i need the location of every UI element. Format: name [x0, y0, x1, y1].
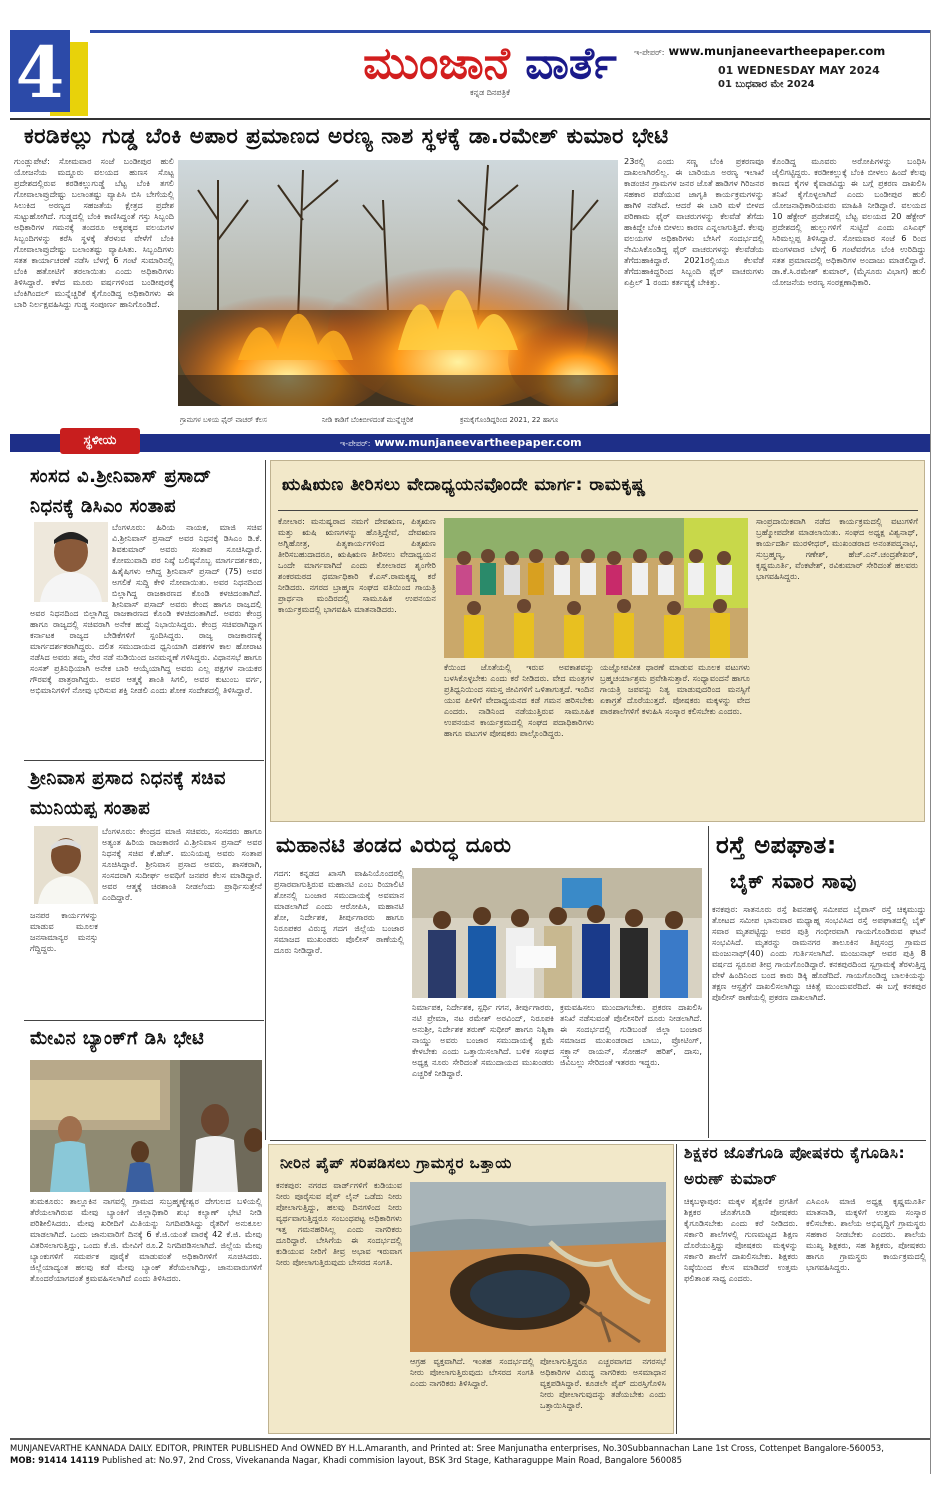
vedic-column-2b: ಯಜ್ಞೋಪವೀತ ಧಾರಣೆ ಮಾಡುವ ಮೂಲಕ ವಟುಗಳು ಬ್ರಹ್ಮಚರ್ಯಾಶ್ರಮ ಪ್ರವೇಶಿಸುತ್ತಾರೆ. ಸಂಧ್ಯಾವಂದನೆ ಹಾಗೂ ಗಾಯತ್ರಿ ಜಪವನ್ನು ನಿತ್ಯ ಮಾಡುವುದರಿಂದ ಮನಸ್ಸಿಗೆ ಏಕಾಗ್ರತೆ ದೊರೆಯುತ್ತದೆ. ಪೋಷಕರು ಮಕ್ಕಳನ್ನು ವೇದ ಪಾಠಶಾಲೆಗಳಿಗೆ ಕಳುಹಿಸಿ ಸಂಸ್ಕಾರ ಕಲಿಸಬೇಕು ಎಂದರು.	[600, 662, 750, 716]
accident-headline-1: ರಸ್ತೆ ಅಪಘಾತ:	[716, 831, 837, 859]
photo-caption-1: ಗ್ರಾಮಗಳ ಬಳಿಯ ಫೈರ್ ವಾಚರ್ ಕೆಲಸ	[180, 416, 267, 424]
divider	[24, 760, 264, 761]
accident-headline-2: ಬೈಕ್ ಸವಾರ ಸಾವು	[730, 869, 857, 893]
condole2-headline: ಶ್ರೀನಿವಾಸ ಪ್ರಸಾದ ನಿಧನಕ್ಕೆ ಸಚಿವ ಮುನಿಯಪ್ಪ ಸಂತಾಪ	[30, 768, 226, 819]
mahanati-headline: ಮಹಾನಟಿ ತಂಡದ ವಿರುದ್ಧ ದೂರು	[276, 833, 512, 857]
teachers-column-2: ಎಸಿಎಂಸಿ ಮಾಜಿ ಅಧ್ಯಕ್ಷ ಕೃಷ್ಣಮೂರ್ತಿ ಮಾತನಾಡಿ, ಮಕ್ಕಳಿಗೆ ಉತ್ತಮ ಸಂಸ್ಕಾರ ಕಲಿಸಬೇಕು. ಶಾಲೆಯ ಅಭಿವೃದ್ಧಿಗೆ ಗ್ರಾಮಸ್ಥರು ಸಹಕಾರ ನೀಡಬೇಕು ಎಂದರು. ಶಾಲೆಯ ಮುಖ್ಯ ಶಿಕ್ಷಕರು, ಸಹ ಶಿಕ್ಷಕರು, ಪೋಷಕರು ಹಾಗೂ ಗ್ರಾಮಸ್ಥರು ಕಾರ್ಯಕ್ರಮದಲ್ಲಿ ಭಾಗವಹಿಸಿದ್ದರು.	[806, 1196, 926, 1272]
water-caption-text: ಆಗ್ರಹ ವ್ಯಕ್ತವಾಗಿದೆ.	[410, 1356, 466, 1366]
epaper-link[interactable]: www.munjaneevartheepaper.com	[668, 44, 886, 58]
water-column-1: ಕನಕಪುರ: ನಗರದ ವಾರ್ಡ್‌ಗಳಿಗೆ ಕುಡಿಯುವ ನೀರು ಪೂರೈಸುವ ಪೈಪ್ ಲೈನ್ ಒಡೆದು ನೀರು ಪೋಲಾಗುತ್ತಿದ್ದು, ಹಲವು ದಿನಗಳಿಂದ ನೀರು ವ್ಯರ್ಥವಾಗುತ್ತಿದ್ದರೂ ಸಂಬಂಧಪಟ್ಟ ಅಧಿಕಾರಿಗಳು ಇತ್ತ ಗಮನಹರಿಸಿಲ್ಲ ಎಂದು ನಾಗರಿಕರು ದೂರಿದ್ದಾರೆ. ಬೇಸಿಗೆಯ ಈ ಸಂದರ್ಭದಲ್ಲಿ ಕುಡಿಯುವ ನೀರಿಗೆ ತೀವ್ರ ಅಭಾವ ಇರುವಾಗ ನೀರು ಪೋಲಾಗುತ್ತಿರುವುದು ಬೇಸರದ ಸಂಗತಿ.	[276, 1180, 402, 1267]
condole1-headline: ಸಂಸದ ವಿ.ಶ್ರೀನಿವಾಸ್ ಪ್ರಸಾದ್ ನಿಧನಕ್ಕೆ ಡಿಸಿಎಂ ಸಂತಾಪ	[30, 466, 212, 517]
fodder-headline: ಮೇವಿನ ಬ್ಯಾಂಕ್‌ಗೆ ಡಿಸಿ ಭೇಟಿ	[30, 1028, 205, 1049]
column-divider	[265, 460, 266, 1140]
water-column-2: ಪೋಲಾಗುತ್ತಿದ್ದರೂ ಎಚ್ಚರವಾಗದ ನಗರಸಭೆ ಅಧಿಕಾರಿಗಳ ವಿರುದ್ಧ ನಾಗರಿಕರು ಅಸಮಾಧಾನ ವ್ಯಕ್ತಪಡಿಸಿದ್ದಾರೆ. ಕೂಡಲೇ ಪೈಪ್ ದುರಸ್ತಿಗೊಳಿಸಿ ನೀರು ಪೋಲಾಗುವುದನ್ನು ತಡೆಯಬೇಕು ಎಂದು ಒತ್ತಾಯಿಸಿದ್ದಾರೆ.	[540, 1356, 666, 1410]
vedic-column-3: ಸಾಂಪ್ರದಾಯಿಕವಾಗಿ ನಡೆದ ಕಾರ್ಯಕ್ರಮದಲ್ಲಿ ವಟುಗಳಿಗೆ ಬ್ರಹ್ಮೋಪದೇಶ ಮಾಡಲಾಯಿತು. ಸಂಘದ ಅಧ್ಯಕ್ಷ ವಿಶ್ವನಾಥ್, ಕಾರ್ಯದರ್ಶಿ ಮುರಳೀಧರ್, ಮುಖಂಡರಾದ ಅನಂತಪದ್ಮನಾಭ, ಸುಬ್ರಹ್ಮಣ್ಯ, ಗಣೇಶ್, ಹೆಚ್.ಎನ್.ಚಂದ್ರಶೇಖರ್, ಕೃಷ್ಣಮೂರ್ತಿ, ವೆಂಕಟೇಶ್, ರವಿಕುಮಾರ್ ಸೇರಿದಂತೆ ಹಲವರು ಭಾಗವಹಿಸಿದ್ದರು.	[756, 516, 918, 581]
imprint-line-2	[10, 1454, 930, 1466]
water-headline: ನೀರಿನ ಪೈಪ್ ಸರಿಪಡಿಸಲು ಗ್ರಾಮಸ್ಥರ ಒತ್ತಾಯ	[280, 1154, 512, 1172]
date-kannada: 01 ಬುಧವಾರ ಮೇ 2024	[718, 79, 815, 90]
dc-visit-photo	[30, 1060, 262, 1192]
mahanati-column-3: ಕ್ರಮವಹಿಸಲು ಮುಂದಾಗಬೇಕು. ಪ್ರಕರಣ ದಾಖಲಿಸಿ ತನಿಖೆ ನಡೆಸುವಂತೆ ಪೊಲೀಸರಿಗೆ ದೂರು ನೀಡಲಾಗಿದೆ. ಈ ಸಂದರ್ಭದಲ್ಲಿ ಗುಡಿಬಂಡೆ ಜಿಲ್ಲಾ ಬಂಜಾರ ಸಮಾಜದ ಮುಖಂಡರಾದ ಬಾಬು, ಪ್ರೋಟಿಂಗ್, ಸಕ್ರ್ಯಾನ್ ರಾಯನ್, ಸೋಹನ್ ಹರಿಶ್, ದಾಸು, ಜಿವಿಬಲ್ಲು ಸೇರಿದಂತೆ ಇತರರು ಇದ್ದರು.	[560, 1002, 702, 1067]
section-ribbon	[10, 434, 930, 452]
section-label-local: ಸ್ಥಳೀಯ	[60, 428, 140, 454]
fodder-text: ತುಮಕೂರು: ತಾಲ್ಲೂಕಿನ ನಾಗವಲ್ಲಿ ಗ್ರಾಮದ ಸುಬ್ರಹ್ಮಣ್ಯೇಶ್ವರ ದೇಗುಲದ ಬಳಿಯಲ್ಲಿ ತೆರೆಯಲಾಗಿರುವ ಮೇವು ಬ್ಯಾಂಕಿಗೆ ಜಿಲ್ಲಾಧಿಕಾರಿ ಶುಭ ಕಲ್ಯಾಣ್ ಭೇಟಿ ನೀಡಿ ಪರಿಶೀಲಿಸಿದರು. ಮೇವು ಖರೀದಿಗೆ ಮಿತಿಯನ್ನು ನಿಗದಿಪಡಿಸಿದ್ದು ರೈತರಿಗೆ ಅನುಕೂಲ ಮಾಡಲಾಗಿದೆ. ಒಂದು ಜಾನುವಾರಿಗೆ ದಿನಕ್ಕೆ 6 ಕೆ.ಜಿ.ಯಂತೆ ವಾರಕ್ಕೆ 42 ಕೆ.ಜಿ. ಮೇವು ವಿತರಿಸಲಾಗುತ್ತಿದ್ದು, ಒಂದು ಕೆ.ಜಿ. ಮೇವಿಗೆ ರೂ.2 ನಿಗದಿಪಡಿಸಲಾಗಿದೆ. ಜಿಲ್ಲೆಯ ಮೇವು ಬ್ಯಾಂಕುಗಳಿಗೆ ಸಮರ್ಪಕ ಪೂರೈಕೆ ಮಾಡುವಂತೆ ಅಧಿಕಾರಿಗಳಿಗೆ ಸೂಚಿಸಿದರು. ಜಿಲ್ಲೆಯಾದ್ಯಂತ ಹಲವು ಕಡೆ ಮೇವು ಬ್ಯಾಂಕ್ ತೆರೆಯಲಾಗಿದ್ದು, ಜಾನುವಾರುಗಳಿಗೆ ತೊಂದರೆಯಾಗದಂತೆ ಕ್ರಮವಹಿಸಲಾಗಿದೆ ಎಂದು ತಿಳಿಸಿದರು.	[30, 1196, 262, 1283]
logo-word-2: ವಾರ್ತೆ	[525, 38, 617, 89]
logo-subtitle: ಕನ್ನಡ ದಿನಪತ್ರಿಕೆ	[469, 88, 510, 97]
condole1-text-cont: ಅವರ ನಿಧನದಿಂದ ಬಿಲ್ಲಾಗಿದ್ದ ರಾಜಕಾರಣದ ಕೊಂಡಿ ಕಳಚಿದಂತಾಗಿದೆ. ಅವರು ಕೇಂದ್ರ ಹಾಗೂ ರಾಜ್ಯದಲ್ಲಿ ಸಚಿವರಾಗಿ ಅನೇಕ ಹುದ್ದೆ ನಿಭಾಯಿಸಿದ್ದರು. ಕೇಂದ್ರ ಸಚಿವರಾಗಿದ್ದಾಗ ಕರ್ನಾಟಕ ರಾಜ್ಯದ ಬೇಡಿಕೆಗಳಿಗೆ ಸ್ಪಂದಿಸಿದ್ದರು. ರಾಜ್ಯ ರಾಜಕಾರಣಕ್ಕೆ ಮಾರ್ಗದರ್ಶಕರಾಗಿದ್ದರು. ದಲಿತ ಸಮುದಾಯದ ಧ್ವನಿಯಾಗಿ ದಶಕಗಳ ಕಾಲ ಹೋರಾಟ ನಡೆಸಿದ ಅವರು ತಮ್ಮ ನೇರ ನಡೆ ನುಡಿಯಿಂದ ಜನಮನ್ನಣೆ ಗಳಿಸಿದ್ದರು. ವಿಧಾನಸಭೆ ಹಾಗೂ ಸಂಸತ್ ಪ್ರತಿನಿಧಿಯಾಗಿ ಅನೇಕ ಬಾರಿ ಆಯ್ಕೆಯಾಗಿದ್ದ ಅವರು ಎಲ್ಲ ಪಕ್ಷಗಳ ನಾಯಕರ ಗೌರವಕ್ಕೆ ಪಾತ್ರರಾಗಿದ್ದರು. ಅವರ ಆತ್ಮಕ್ಕೆ ಶಾಂತಿ ಸಿಗಲಿ, ಅವರ ಕುಟುಂಬ ವರ್ಗ, ಅಭಿಮಾನಿಗಳಿಗೆ ನೋವು ಭರಿಸುವ ಶಕ್ತಿ ನೀಡಲಿ ಎಂದು ಶೋಕ ಸಂದೇಶದಲ್ಲಿ ತಿಳಿಸಿದ್ದಾರೆ.	[30, 608, 262, 695]
logo-word-1: ಮುಂಜಾನೆ	[363, 38, 510, 89]
mahanati-column-1: ಗದಗ: ಕನ್ನಡದ ಖಾಸಗಿ ವಾಹಿನಿಯೊಂದರಲ್ಲಿ ಪ್ರಸಾರವಾಗುತ್ತಿರುವ ಮಹಾನಟಿ ಎಂಬ ರಿಯಾಲಿಟಿ ಶೋನಲ್ಲಿ ಬಂಜಾರ ಸಮುದಾಯಕ್ಕೆ ಅವಮಾನ ಮಾಡಲಾಗಿದೆ ಎಂದು ಆರೋಪಿಸಿ, ಮಹಾನಟಿ ಶೋ, ನಿರ್ದೇಶಕ, ತೀರ್ಪುಗಾರರು ಹಾಗೂ ನಿರೂಪಕರ ವಿರುದ್ಧ ಗದಗ ಜಿಲ್ಲೆಯ ಬಂಜಾರ ಸಮಾಜದ ಮುಖಂಡರು ಪೊಲೀಸ್ ಠಾಣೆಯಲ್ಲಿ ದೂರು ನೀಡಿದ್ದಾರೆ.	[274, 868, 404, 955]
imprint-address: Published at: No.97, 2nd Cross, Vivekananda Nagar, Khadi commision layout, BSK 3rd Stage, Katharaguppe Main Road, Bangalore 560085	[99, 1455, 682, 1465]
dk-shivakumar-photo	[34, 522, 108, 602]
accident-text: ಕನಕಪುರ: ಸಾತನೂರು ರಸ್ತೆ ಶಿವನಹಳ್ಳಿ ಸಮೀಪದ ಬೈಪಾಸ್ ರಸ್ತೆ ಚಿಕ್ಕಮುದ್ದು ತೋಟದ ಸಮೀಪ ಭಾನುವಾರ ಮಧ್ಯಾಹ್ನ ಸಂಭವಿಸಿದ ರಸ್ತೆ ಅಪಘಾತದಲ್ಲಿ ಬೈಕ್ ಸವಾರ ಮೃತಪಟ್ಟಿದ್ದು ಅವರ ಪುತ್ರಿ ಗಂಭೀರವಾಗಿ ಗಾಯಗೊಂಡಿರುವ ಘಟನೆ ಸಂಭವಿಸಿದೆ. ಮೃತರನ್ನು ರಾಮನಗರ ತಾಲೂಕಿನ ತಿಪ್ಪಸಂದ್ರ ಗ್ರಾಮದ ಮಂಜುನಾಥ್(40) ಎಂದು ಗುರ್ತಿಸಲಾಗಿದೆ. ಮಂಜುನಾಥ್ ಅವರ ಪುತ್ರಿ 8 ವರ್ಷದ ಸ್ವರೂಪ ತೀವ್ರ ಗಾಯಗೊಂಡಿದ್ದಾರೆ. ಕನಕಪುರದಿಂದ ಸ್ವಗ್ರಾಮಕ್ಕೆ ತೆರಳುತ್ತಿದ್ದ ವೇಳೆ ಹಿಂದಿನಿಂದ ಬಂದ ಕಾರು ಡಿಕ್ಕಿ ಹೊಡೆದಿದೆ. ಗಾಯಗೊಂಡಿದ್ದ ಬಾಲಕಿಯನ್ನು ತಕ್ಷಣ ಆಸ್ಪತ್ರೆಗೆ ದಾಖಲಿಸಲಾಗಿದ್ದು ಚಿಕಿತ್ಸೆ ಮುಂದುವರೆದಿದೆ. ಈ ಬಗ್ಗೆ ಕನಕಪುರ ಪೊಲೀಸ್ ಠಾಣೆಯಲ್ಲಿ ಪ್ರಕರಣ ದಾಖಲಾಗಿದೆ.	[712, 904, 926, 1002]
page-number-badge	[10, 30, 88, 120]
page-edge	[930, 30, 931, 1474]
column-divider	[708, 826, 709, 1138]
ribbon-epaper-label: ಇ-ಪೇಪರ್:	[340, 439, 371, 448]
photo-caption-2: ನೀಡಿ ಕಾಡಿಗೆ ಬೆಂಕಿಬೀಳದಂತೆ ಮುನ್ನೆಚ್ಚರಿಕೆ	[322, 416, 414, 424]
mobile-number: 91414 14119	[38, 1455, 100, 1465]
vedic-column-2: ಕೆಯಿಂದ ಜೊತೆಯಲ್ಲಿ ಇರುವ ಅವಕಾಶವನ್ನು ಬಳಸಿಕೊಳ್ಳಬೇಕು ಎಂದು ಕರೆ ನೀಡಿದರು. ವೇದ ಮಂತ್ರಗಳ ಪ್ರತಿಧ್ವನಿಯಿಂದ ಸಮಸ್ತ ಜೀವಿಗಳಿಗೆ ಒಳಿತಾಗುತ್ತದೆ. ಇಂದಿನ ಯುವ ಪೀಳಿಗೆ ವೇದಾಧ್ಯಯನದ ಕಡೆ ಗಮನ ಹರಿಸಬೇಕು ಎಂದರು. ನಾಡಿನಿಂದ ನಡೆಯುತ್ತಿರುವ ಸಾಮೂಹಿಕ ಉಪನಯನ ಕಾರ್ಯಕ್ರಮದಲ್ಲಿ ಸಂಘದ ಪದಾಧಿಕಾರಿಗಳು ಹಾಗೂ ವಟುಗಳ ಪೋಷಕರು ಪಾಲ್ಗೊಂಡಿದ್ದರು.	[444, 662, 594, 738]
date-english: 01 WEDNESDAY MAY 2024	[718, 64, 880, 77]
teachers-headline: ಶಿಕ್ಷಕರ ಜೊತೆಗೂಡಿ ಪೋಷಕರು ಕೈಗೂಡಿಸಿ: ಅರುಣ್ ಕುಮಾರ್	[684, 1144, 906, 1188]
condole1-text-top	[112, 522, 262, 608]
imprint-footer	[10, 1438, 930, 1474]
lead-headline: ಕರಡಿಕಲ್ಲು ಗುಡ್ಡ ಬೆಂಕಿ ಅಪಾರ ಪ್ರಮಾಣದ ಅರಣ್ಯ ನಾಶ ಸ್ಥಳಕ್ಕೆ ಡಾ.ರಮೇಶ್ ಕುಮಾರ ಭೇಟಿ	[24, 124, 669, 149]
condole2-text-cont: ಜನಪರ ಕಾರ್ಯಗಳನ್ನು ಮಾಡುವ ಮೂಲಕ ಜನಸಾಮಾನ್ಯರ ಮನಸ್ಸು ಗೆದ್ದಿದ್ದರು.	[30, 910, 98, 953]
lead-column-2: 23ರಲ್ಲಿ ಎಂದು ಸಣ್ಣ ಬೆಂಕಿ ಪ್ರಕರಣವೂ ದಾಖಲಾಗಿರಲಿಲ್ಲ. ಈ ಬಾರಿಯೂ ಅರಣ್ಯ ಇಲಾಖೆ ಕಾಡಂಚಿನ ಗ್ರಾಮಗಳ ಜನರ ಜೊತೆ ಹಾಡಿಗಳ ಗಿರಿಜನರ ಸಹಕಾರ ಪಡೆಯುವ ಜಾಗೃತಿ ಕಾರ್ಯಕ್ರಮಗಳನ್ನು ಹಾಗಿಳಿ ನಡೆಸಿದೆ. ಆದರೆ ಈ ಬಾರಿ ಮಳೆ ಬೀಳದ ಪರಿಣಾಮ ಫೈರ್ ವಾಚರುಗಳನ್ನು ಕೆಲವೆಡೆ ತೆಗೆದು ಹಾಕಿದ್ದೇ ಬೆಂಕಿ ಬೀಳಲು ಕಾರಣ ಎನ್ನಲಾಗುತ್ತಿದೆ. ಕೆಲವು ವಲಯಗಳ ಅಧಿಕಾರಿಗಳು ಬೇಸಿಗೆ ಸಂದರ್ಭದಲ್ಲಿ ನೇಮಿಸಿಕೊಂಡಿದ್ದ ಫೈರ್ ವಾಚರುಗಳನ್ನು ಕೆಲವೆಡೆಯ ತೆಗೆದುಹಾಕಿದ್ದಾರೆ. 2021ರಲ್ಲಿಯೂ ಕೆಲವೆಡೆ ತೆಗೆದುಹಾಕಿದ್ದರಿಂದ ಸಿಬ್ಬಂದಿ ಫೈರ್ ವಾಚರುಗಳು ಏಪ್ರಿಲ್ 1 ರಂದು ಕರ್ತವ್ಯಕ್ಕೆ ಬೇಕಿತ್ತು.	[624, 156, 764, 287]
condole2-text: ಬೆಂಗಳೂರು: ಕೇಂದ್ರದ ಮಾಜಿ ಸಚಿವರು, ಸಂಸದರು ಹಾಗೂ ಅತ್ಯಂತ ಹಿರಿಯ ರಾಜಕಾರಣಿ ವಿ.ಶ್ರೀನಿವಾಸ ಪ್ರಸಾದ್ ಅವರ ನಿಧನಕ್ಕೆ ಸಚಿವ ಕೆ.ಹೆಚ್. ಮುನಿಯಪ್ಪ ಅವರು ಸಂತಾಪ ಸೂಚಿಸಿದ್ದಾರೆ. ಶ್ರೀನಿವಾಸ ಪ್ರಸಾದ ಅವರು, ಶಾಸಕರಾಗಿ, ಸಂಸದರಾಗಿ ಸುದೀರ್ಘ ಅವಧಿಗೆ ಜನಪರ ಕೆಲಸ ಮಾಡಿದ್ದಾರೆ. ಅವರ ಆತ್ಮಕ್ಕೆ ಚಿರಶಾಂತಿ ನೀಡಲೆಂದು ಪ್ರಾರ್ಥಿಸುತ್ತೇನೆ ಎಂದಿದ್ದಾರೆ.	[102, 826, 262, 902]
divider	[278, 510, 918, 511]
water-caption: ಆಗ್ರಹ ವ್ಯಕ್ತವಾಗಿದೆ. ಇಂತಹ ಸಂದರ್ಭದಲ್ಲಿ ನೀರು ಪೋಲಾಗುತ್ತಿರುವುದು ಬೇಸರದ ಸಂಗತಿ ಎಂದು ನಾಗರಿಕರು ತಿಳಿಸಿದ್ದಾರೆ.	[410, 1356, 534, 1388]
date-block	[634, 44, 924, 90]
muniyappa-photo	[34, 826, 98, 904]
divider	[24, 1020, 264, 1021]
broken-pipe-photo	[410, 1182, 666, 1352]
upanayana-group-photo	[444, 518, 748, 658]
mahanati-column-2: ನಿರ್ಮಾಪಕ, ನಿರ್ದೇಶಕ, ಸ್ಪರ್ಧಿ ಗಗನ, ತೀರ್ಪುಗಾರರು, ನಟಿ ಪ್ರೇಮಾ, ನಟ ರಮೇಶ್ ಅರವಿಂದ್, ನಿರೂಪಕಿ ಅನುಶ್ರೀ, ನಿರ್ದೇಶಕ ತರುಣ್ ಸುಧೀರ್ ಹಾಗೂ ನಿಶ್ವಿಕಾ ನಾಯ್ಡು ಅವರು ಬಂಜಾರ ಸಮುದಾಯಕ್ಕೆ ಕ್ಷಮೆ ಕೇಳಬೇಕು ಎಂದು ಒತ್ತಾಯಿಸಲಾಗಿದೆ. ಬಳಿಕ ಸಂಘದ ಅಧ್ಯಕ್ಷ ನೂರು ಸೇರಿದಂತೆ ಸಮುದಾಯದ ಮುಖಂಡರು ಎಚ್ಚರಿಕೆ ನೀಡಿದ್ದಾರೆ.	[412, 1002, 554, 1078]
photo-caption-3: ಕ್ರಮಕೈಗೊಂಡಿದ್ದರಿಂದ 2021, 22 ಹಾಗೂ	[460, 416, 559, 424]
vedic-column-1: ಕೋಲಾರ: ಮನುಷ್ಯರಾದ ನಮಗೆ ದೇವಋಣ, ಪಿತೃಋಣ ಮತ್ತು ಋಷಿ ಋಣಗಳನ್ನು ಹೊತ್ತಿದ್ದೇವೆ, ದೇವಋಣ ಅಗ್ನಿಹೋತ್ರ, ಪಿತೃಕಾರ್ಯಗಳಿಂದ ಪಿತೃಋಣ ತೀರಿಸಬಹುದಾದರೂ, ಋಷಿಋಣ ತೀರಿಸಲು ವೇದಾಧ್ಯಯನ ಒಂದೇ ಮಾರ್ಗವಾಗಿದೆ ಎಂದು ಕೋಲಾರದ ಶೃಂಗೇರಿ ಶಂಕರಮಠದ ಧರ್ಮಾಧಿಕಾರಿ ಕೆ.ಎಸ್.ರಾಮಕೃಷ್ಣ ಕರೆ ನೀಡಿದರು. ನಗರದ ಬ್ರಾಹ್ಮಣ ಸಂಘದ ವತಿಯಿಂದ ಗಾಯತ್ರಿ ಪ್ರಾರ್ಥನಾ ಮಂದಿರದಲ್ಲಿ ಸಾಮೂಹಿಕ ಉಪನಯನ ಕಾರ್ಯಕ್ರಮದಲ್ಲಿ ಭಾಗವಹಿಸಿ ಮಾತನಾಡಿದರು.	[278, 516, 436, 614]
lead-column-1: ಗುಂಡ್ಲುಪೇಟೆ: ಸೋಮವಾರ ಸಂಜೆ ಬಂಡೀಪುರ ಹುಲಿ ಯೋಜನೆಯ ಮದ್ದೂರು ವಲಯದ ಹುಣಸ ಸೊಟ್ಟ ಪ್ರದೇಶದಲ್ಲಿರುವ ಕರಡಿಕಲ್ಲುಗುಡ್ಡೆ ಬೆಟ್ಟ ಬೆಂಕಿ ತಗಲಿ ಗೋವಾಲಾಪ್ರುದೇಷ್ಟು ಬಲಾಂತಷ್ಟು ವ್ಯಾಪಿಸಿ ಬಿಸಿ ಬೇಗೆಯಲ್ಲಿ ಸಿಲುಕಿದ ಅರಣ್ಯದ ಸಹಜತೆಯ ಕ್ಷೇತ್ರದ ಪ್ರದೇಶ ಸುಟ್ಟುಹೋಗಿದೆ. ಗುಡ್ಡದಲ್ಲಿ ಬೆಂಕಿ ಕಾಣಿಸಿದ್ದಂತೆ ಗಸ್ತು ಸಿಬ್ಬಂದಿ ಅಧಿಕಾರಿಗಳ ಗಮನಕ್ಕೆ ತಂದರೂ ಅಕ್ಕಪಕ್ಕದ ವಲಯಗಳ ಸಿಬ್ಬಂದಿಗಳನ್ನು ಕರೆಸಿ ಸ್ಥಳಕ್ಕೆ ತೆರಳುವ ವೇಳೆಗೆ ಬೆಂಕಿ ಗೋವಾಲಾಪ್ರುದೇಷ್ಟು ಬಲಾಂತಷ್ಟು ವ್ಯಾಪಿಸಿತು. ಸಿಬ್ಬಂದಿಗಳು ಸತತ ಕಾರ್ಯಾಚರಣೆ ನಡೆಸಿ ಬೆಳಗ್ಗೆ 6 ಗಂಟೆ ಸುಮಾರಿನಲ್ಲಿ ಬೆಂಕಿ ಹತೋಟಿಗೆ ತರಲಾಯಿತು ಎಂದು ಅಧಿಕಾರಿಗಳು ತಿಳಿಸಿದ್ದಾರೆ. ಕಳೆದ ಮೂರು ವರ್ಷಗಳಿಂದ ಬಂಡೀಪುರಕ್ಕೆ ಬೆಂಕಿಗಿಂದಲ್ ಮುನ್ನೆಚ್ಚರಿಕೆ ಕೈಗೊಂಡಿದ್ದ ಅಧಿಕಾರಿಗಳು ಈ ಬಾರಿ ನಿರ್ಲಕ್ಷವಹಿಸಿದ್ದು ಗುಡ್ಡ ಸಂಪೂರ್ಣ ಹಾನಿಗೊಂಡಿದೆ.	[14, 156, 174, 309]
column-divider	[676, 1144, 677, 1434]
condole1-text: ಬೆಂಗಳೂರು: ಹಿರಿಯ ನಾಯಕ, ಮಾಜಿ ಸಚಿವ ವಿ.ಶ್ರೀನಿವಾಸ್ ಪ್ರಸಾದ್ ಅವರ ನಿಧನಕ್ಕೆ ಡಿಸಿಎಂ ಡಿ.ಕೆ. ಶಿವಕುಮಾರ್ ಅವರು ಸಂತಾಪ ಸೂಚಿಸಿದ್ದಾರೆ. ಕೋಮುವಾದಿ ಪರ ನಿಷ್ಠೆ ಬಲಿಷ್ಠನೊಬ್ಬ ಮಾರ್ಗದರ್ಶಕರು, ಹಿತೈಷಿಗಳು ಆಗಿದ್ದ ಶ್ರೀನಿವಾಸ್ ಪ್ರಸಾದ್ (75) ಅವರ ಅಗಲಿಕೆ ಸುದ್ದಿ ಕೇಳಿ ನೋವಾಯಿತು. ಅವರ ನಿಧನದಿಂದ ಬಿಲ್ಲಾಗಿದ್ದ ರಾಜಕಾರಣದ ಕೊಂಡಿ ಕಳಚಿದಂತಾಗಿದೆ. ಶ್ರೀನಿವಾಸ್ ಪ್ರಸಾದ್ ಅವರು ಕೇಂದ್ರ ಹಾಗೂ ರಾಜ್ಯದಲ್ಲಿ	[112, 522, 262, 608]
vedic-headline: ಋಷಿಋಣ ತೀರಿಸಲು ವೇದಾಧ್ಯಯನವೊಂದೇ ಮಾರ್ಗ: ರಾಮಕೃಷ್ಣ	[282, 475, 647, 495]
imprint-line-1: MUNJANEVARTHE KANNADA DAILY. EDITOR, PRINTER PUBLISHED And OWNED BY H.L.Amaranth, and Printed at: Sree Manjunatha enterprises, No.30Subbannachan Lane 1st Cross, Cottenpet Bangalore-560053,	[10, 1443, 884, 1453]
ribbon-epaper-link[interactable]: www.munjaneevartheepaper.com	[374, 436, 582, 449]
epaper-label: ಇ-ಪೇಪರ್:	[634, 48, 665, 57]
lead-column-3: ಕೊಂಡಿದ್ದ ಮೂವರು ಅರೋಪಿಗಳನ್ನು ಬಂಧಿಸಿ ಜೈಲಿಗಟ್ಟಿದ್ದರು. ಕರಡೀಕಲ್ಲುಕ್ಕೆ ಬೆಂಕಿ ಬೀಳಲು ಹಿಂದೆ ಕೆಲವು ಕಾಣದ ಕೈಗಳ ಕೈವಾಡವಿದ್ದು ಈ ಬಗ್ಗೆ ಪ್ರಕರಣ ದಾಖಲಿಸಿ ತನಿಖೆ ಕೈಗೊಳ್ಳಲಾಗಿದೆ ಎಂದು ಬಂಡೀಪುರ ಹುಲಿ ಯೋಜನಾಧಿಕಾರಿಯವರು ಮಾಹಿತಿ ನೀಡಿದ್ದಾರೆ. ವಲಯದ 10 ಹೆಕ್ಟೇರ್ ಪ್ರದೇಶದಲ್ಲಿ ಬೆಟ್ಟ ವಲಯದ 20 ಹೆಕ್ಟೇರ್ ಪ್ರದೇಶದಲ್ಲಿ ಹುಲ್ಲುಗಳಿಗೆ ಸುಟ್ಟಿದೆ ಎಂದು ಎಸಿಎಫ್ ಸಿರಿಮಲ್ಲಪ್ಪ ತಿಳಿಸಿದ್ದಾರೆ. ಸೋಮವಾರ ಸಂಜೆ 6 ರಿಂದ ಮಂಗಳವಾರ ಬೆಳಗ್ಗೆ 6 ಗಂಟೆವರೆಗೂ ಬೆಂಕಿ ಉರಿದಿದ್ದು ಸತತ ಪ್ರಮಾಣದಲ್ಲಿ ಅಧಿಕಾರಿಗಳ ಅಂದಾಜು ಮಾಡಲಿದ್ದಾರೆ. ಡಾ.ಕೆ.ಸಿ.ರಮೇಶ್ ಕುಮಾರ್, (ಮೈಸೂರು ವಿಭಾಗ) ಹುಲಿ ಯೋಜನೆಯ ಅರಣ್ಯ ಸಂರಕ್ಷಣಾಧಿಕಾರಿ.	[772, 156, 926, 287]
newspaper-logo	[340, 36, 640, 106]
complaint-photo	[412, 868, 702, 998]
forest-fire-photo	[178, 160, 618, 406]
mobile-label: MOB:	[10, 1455, 39, 1465]
teachers-column-1: ಚಿಕ್ಕಬಳ್ಳಾಪುರ: ಮಕ್ಕಳ ಶೈಕ್ಷಣಿಕ ಪ್ರಗತಿಗೆ ಶಿಕ್ಷಕರ ಜೊತೆಗೂಡಿ ಪೋಷಕರು ಕೈಗೂಡಿಸಬೇಕು ಎಂದು ಕರೆ ನೀಡಿದರು. ಸರ್ಕಾರಿ ಶಾಲೆಗಳಲ್ಲಿ ಗುಣಮಟ್ಟದ ಶಿಕ್ಷಣ ದೊರೆಯುತ್ತಿದ್ದು ಪೋಷಕರು ಮಕ್ಕಳನ್ನು ಸರ್ಕಾರಿ ಶಾಲೆಗೆ ದಾಖಲಿಸಬೇಕು. ಶಿಕ್ಷಕರು ನಿಷ್ಠೆಯಿಂದ ಕೆಲಸ ಮಾಡಿದರೆ ಉತ್ತಮ ಫಲಿತಾಂಶ ಸಾಧ್ಯ ಎಂದರು.	[684, 1196, 798, 1283]
page-number: 4	[10, 30, 70, 112]
